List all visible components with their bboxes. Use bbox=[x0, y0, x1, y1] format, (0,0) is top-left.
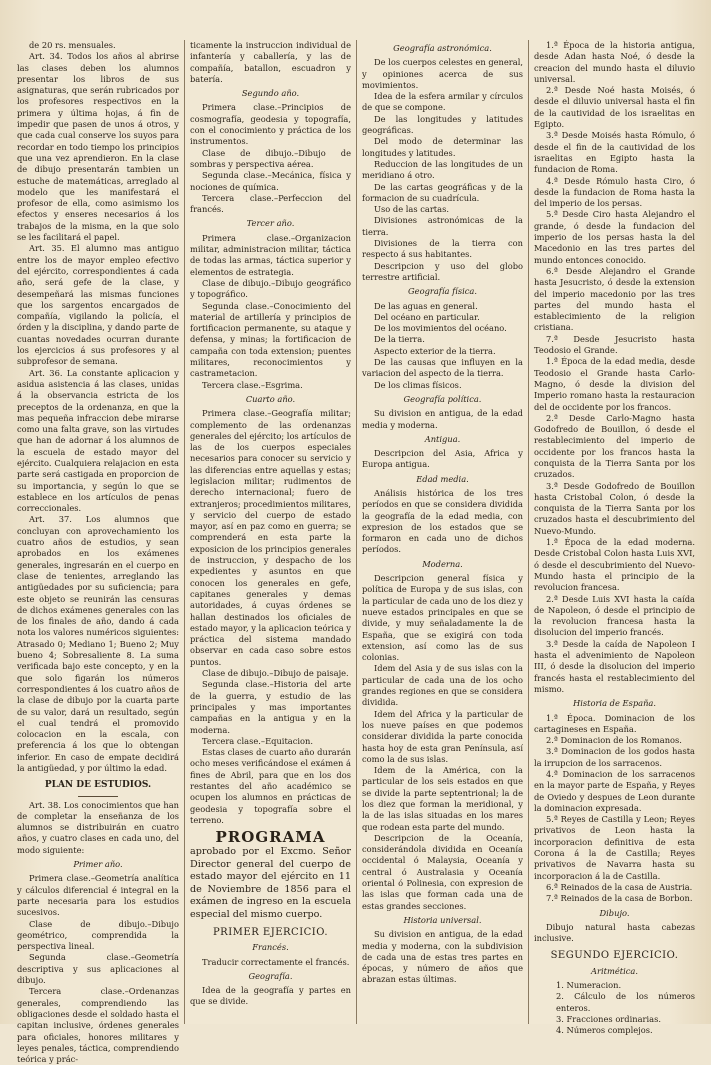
paragraph: Idem del Asia y de sus islas con la particular de cada una de los ocho grandes regiones en que se considera dividida. bbox=[362, 663, 523, 708]
paragraph: Primera clase.–Geografía militar; complemento de las ordenanzas generales del ejército; los artículos de las de los cuerpos especiales necesarios para conocer su servicio y las diferencias entre aquellas y estas; legislacion militar; rudimentos de derecho internacional; fuero de extranjeros; procedimientos militares, y servicio del cuerpo de estado mayor, así en paz como en guerra; se comprenderá en esta parte la exposicion de los principios generales de instruccion, y despacho de los expedientes y asuntos en que conocen los generales en gefe, capitanes generales y demas autoridades, á cuyas órdenes se hallan destinados los oficiales de estado mayor, y la aplicacion teórica y práctica del sistema mandado observar en cada caso sobre estos puntos. bbox=[190, 408, 351, 667]
paragraph: Descripcion y uso del globo terrestre artificial. bbox=[362, 260, 523, 282]
paragraph: Art. 37. Los alumnos que concluyan con aprovechamiento los cuatro años de estudios, y sean aprobados en los exámenes generales, ingresarán en el cuerpo en clase de tenientes, arreglando las antigüedades por su suficiencia; para este objeto se reunirán las censuras de dichos exámenes generales con las de los finales de año, dando á cada nota los valores numéricos siguientes: Atrasado 0; Mediano 1; Bueno 2; Muy bueno 4; Sobresaliente 8. La suma verificada bajo este concepto, y en la que solo figarán los números correspondientes á los cuatro años de la clase de dibujo por la cuarta parte de su valor, dará un resultado, según el cual tendrá el promovido colocacion en la escala, con preferencia á los que lo obtengan inferior. En caso de empate decidirá la antigüedad, y por último la edad. bbox=[17, 514, 179, 773]
paragraph: De las aguas en general. bbox=[374, 300, 478, 311]
section-heading: Antigua. bbox=[424, 433, 461, 444]
paragraph: 3.ª Desde la caída de Napoleon I hasta el advenimiento de Napoleon III, ó desde la disolucion del imperio francés hasta el restablecimiento del mismo. bbox=[534, 638, 695, 694]
numbered-item: 1. Numeracion. bbox=[556, 980, 622, 991]
paragraph: Primera clase.–Principios de cosmografía, geodesia y topografía, con el conocimiento y práctica de los instrumentos. bbox=[190, 102, 351, 147]
paragraph: 5.ª Desde Ciro hasta Alejandro el grande, ó desde la fundacion del imperio de los persas hasta la del Macedonio en las tres partes del mundo entonces conocido. bbox=[534, 209, 695, 265]
paragraph: Divisiones de la tierra con respecto á sus habitantes. bbox=[362, 238, 523, 260]
section-heading: Historia de España. bbox=[572, 698, 657, 709]
paragraph: Traducir correctamente el francés. bbox=[202, 956, 350, 967]
paragraph: 1.ª Época de la edad media, desde Teodosio el Grande hasta Carlo-Magno, ó desde la division del Imperio romano hasta la restauracion del de occidente por los francos. bbox=[534, 356, 695, 412]
paragraph: De las cartas geográficas y de la formacion de su cuadrícula. bbox=[362, 181, 523, 203]
section-heading: Segundo año. bbox=[241, 88, 300, 99]
paragraph: Segunda clase.–Geometría descriptiva y sus aplicaciones al dibujo. bbox=[17, 952, 179, 986]
paragraph: 2.ª Desde Noé hasta Moisés, ó desde el diluvio universal hasta el fin de la cautividad de los israelitas en Egipto. bbox=[534, 85, 695, 130]
paragraph: 3.ª Dominacion de los godos hasta la irrupcion de los sarracenos. bbox=[534, 746, 695, 768]
section-heading: Edad media. bbox=[416, 473, 469, 484]
divider bbox=[78, 796, 118, 797]
paragraph: Del océano en particular. bbox=[374, 311, 480, 322]
section-heading: Historia universal. bbox=[403, 914, 482, 925]
paragraph: De las causas que influyen en la variacion del aspecto de la tierra. bbox=[362, 357, 523, 379]
paragraph: 1.ª Época de la historia antigua, desde Adan hasta Noé, ó desde la creacion del mundo hasta el diluvio universal. bbox=[534, 40, 695, 84]
paragraph: 6.ª Reinados de la casa de Austria. bbox=[546, 881, 693, 892]
programa-subtitle: aprobado por el Excmo. Señor Director general del cuerpo de estado mayor del ejército en 11 de Noviembre de 1856 para el exámen de ingreso en la escuela especial del mismo cuerpo. bbox=[190, 846, 351, 920]
section-heading: Cuarto año. bbox=[245, 393, 296, 404]
paragraph: de 20 rs. mensuales. bbox=[29, 40, 116, 50]
paragraph: De los movimientos del océano. bbox=[374, 323, 507, 334]
section-title: PLAN DE ESTUDIOS. bbox=[44, 780, 152, 791]
section-heading: Geografía política. bbox=[403, 393, 482, 404]
section-heading: Aritmética. bbox=[591, 965, 638, 976]
paragraph: 3.ª Desde Moisés hasta Rómulo, ó desde el fin de la cautividad de los israelitas en Egipto hasta la fundacion de Roma. bbox=[534, 130, 695, 175]
paragraph: Del modo de determinar las longitudes y latitudes. bbox=[362, 136, 523, 158]
paragraph: ticamente la instruccion individual de infantería y caballería, y las de compañía, batallon, escuadron y batería. bbox=[190, 40, 351, 84]
exercise-heading: SEGUNDO EJERCICIO. bbox=[550, 950, 679, 962]
paragraph: 1.ª Época de la edad moderna. Desde Cristobal Colon hasta Luis XVI, ó desde el descubrimiento del Nuevo-Mundo hasta el principio de la revolucion francesa. bbox=[534, 537, 695, 593]
exercise-heading: PRIMER EJERCICIO. bbox=[212, 926, 329, 938]
paragraph: 3.ª Desde Godofredo de Bouillon hasta Cristobal Colon, ó desde la conquista de la Tierra Santa por los cruzados hasta el descubrimiento del Nuevo-Mundo. bbox=[534, 480, 695, 536]
section-heading: Francés. bbox=[252, 942, 289, 953]
paragraph: Tercera clase.–Esgrima. bbox=[202, 379, 303, 390]
paragraph: Su division en antigua, de la edad media y moderna. bbox=[362, 408, 523, 430]
column-3 bbox=[356, 40, 528, 1024]
paragraph: Art. 34. Todos los años al abrirse las clases deben los alumnos presentar los libros de sus asignaturas, que serán rubricados por los profesores respectivos en la primera y última hojas, á fin de impedir que pasen de unos á otros, y que cada cual conserve los suyos para recordar en todo tiempo los principios que una vez aprendieron. En la clase de dibujo presentarán tambien un estuche de matemáticas, arreglado al modelo que les manifestará el profesor de ella, como asimismo los efectos y enseres necesarios á los trabajos de la misma, en la que solo se les facilitará el papel. bbox=[17, 51, 179, 243]
paragraph: Tercera clase.–Perfeccion del francés. bbox=[190, 192, 351, 215]
paragraph: De las longitudes y latitudes geográficas. bbox=[362, 113, 523, 136]
numbered-item: 4. Números complejos. bbox=[556, 1025, 653, 1036]
paragraph: Clase de dibujo.–Dibujo de sombras y perspectiva aérea. bbox=[190, 147, 351, 169]
paragraph: Clase de dibujo.–Dibujo geográfico y topográfico. bbox=[190, 277, 351, 300]
column-2 bbox=[184, 40, 356, 1024]
paragraph: Art. 35. El alumno mas antiguo entre los de mayor empleo efectivo del ejército, correspondientes á cada año, será gefe de la clase, y desempeñará las mismas funciones que los sargentos encargados de compañía, vigilando la policía, el órden y la disciplina, y dando parte de cuantas novedades ocurran durante los ejercicios á sus profesores y al subprofesor de semana. bbox=[17, 243, 179, 367]
paragraph: 7.ª Reinados de la casa de Borbon. bbox=[546, 893, 693, 904]
paragraph: 4.ª Dominacion de los sarracenos en la mayor parte de España, y Reyes de Oviedo y despues de Leon durante la dominacion expresada. bbox=[534, 769, 695, 813]
section-heading: Tercer año. bbox=[246, 218, 295, 229]
section-heading: Moderna. bbox=[422, 558, 463, 569]
paragraph: 4.ª Desde Rómulo hasta Ciro, ó desde la fundacion de Roma hasta la del imperio de los persas. bbox=[534, 175, 695, 209]
paragraph: Análisis histórica de los tres períodos en que se considera dividida la geografía de la edad media, con expresion de los estados que se formaron en cada uno de dichos períodos. bbox=[362, 487, 523, 555]
numbered-item: 3. Fracciones ordinarias. bbox=[556, 1013, 661, 1024]
section-heading: Geografía. bbox=[248, 970, 293, 981]
paragraph: Clase de dibujo.–Dibujo de paisaje. bbox=[202, 668, 349, 679]
paragraph: Idea de la geografía y partes en que se divide. bbox=[190, 985, 351, 1007]
paragraph: Reduccion de las longitudes de un meridiano á otro. bbox=[362, 158, 523, 181]
column-4 bbox=[528, 40, 700, 1036]
section-heading: Dibujo. bbox=[599, 907, 630, 918]
paragraph: Su division en antigua, de la edad media y moderna, con la subdivision de cada una de estas tres partes en épocas, y número de años que abrazan estas últimas. bbox=[362, 929, 523, 985]
section-heading: Geografía astronómica. bbox=[393, 43, 492, 53]
paragraph: De los climas físicos. bbox=[374, 379, 462, 390]
paragraph: Segunda clase.–Historia del arte de la guerra, y estudio de las principales y mas importantes campañas en la antigua y en la moderna. bbox=[190, 679, 351, 735]
section-heading: Geografía física. bbox=[408, 286, 477, 297]
paragraph: Divisiones astronómicas de la tierra. bbox=[362, 215, 523, 237]
section-heading: Primer año. bbox=[73, 859, 123, 870]
paragraph: De los cuerpos celestes en general, y opiniones acerca de sus movimientos. bbox=[362, 57, 523, 90]
paragraph: Segunda clase.–Mecánica, física y nociones de química. bbox=[190, 170, 351, 192]
paragraph: Idea de la esfera armilar y círculos de que se compone. bbox=[362, 91, 523, 113]
paragraph: Primera clase.–Geometría analítica y cálculos diferencial é integral en la parte necesaria para los estudios sucesivos. bbox=[17, 873, 179, 918]
numbered-item: 2. Cálculo de los números enteros. bbox=[556, 991, 695, 1013]
paragraph: Uso de las cartas. bbox=[374, 204, 449, 215]
paragraph: 7.ª Desde Jesucristo hasta Teodosio el Grande. bbox=[534, 333, 695, 356]
paragraph: 2.ª Desde Luis XVI hasta la caída de Napoleon, ó desde el principio de la revolucion francesa hasta la disolucion del imperio francés. bbox=[534, 593, 695, 638]
paragraph: Art. 36. La constante aplicacion y asidua asistencia á las clases, unidas á la observancia estricta de los preceptos de la ordenanza, en que la mas pequeña infraccion debe mirarse como una falta grave, son las virtudes que han de adornar á los alumnos de la escuela de estado mayor del ejército. Cualquiera relajacion en esta parte será castigada en proporcion de su importancia, y según lo que se establece en los artículos de penas correccionales. bbox=[17, 367, 179, 514]
paragraph: Primera clase.–Organizacion militar, administracion militar, táctica de todas las armas, táctica superior y elementos de estrategia. bbox=[190, 232, 351, 277]
paragraph: Tercera clase.–Ordenanzas generales, comprendiendo las obligaciones desde el soldado hasta el capitan inclusive, órdenes generales para oficiales, honores militares y leyes penales, táctica, comprendiendo teórica y prác- bbox=[17, 986, 179, 1065]
programa-title: PROGRAMA bbox=[215, 828, 326, 847]
paragraph: 5.ª Reyes de Castilla y Leon; Reyes privativos de Leon hasta la incorporacion definitiva de esta Corona á la de Castilla; Reyes privativos de Navarra hasta su incorporacion á la de Castilla. bbox=[534, 814, 695, 881]
paragraph: 1.ª Época. Dominacion de los cartagineses en España. bbox=[534, 712, 695, 734]
paragraph: Aspecto exterior de la tierra. bbox=[374, 345, 496, 356]
paragraph: 2.ª Desde Carlo-Magno hasta Godofredo de Bouillon, ó desde el restablecimiento del imperio de occidente por los francos hasta la conquista de la Tierra Santa por los cruzados. bbox=[534, 412, 695, 480]
paragraph: De la tierra. bbox=[374, 334, 425, 345]
paragraph: Descripcion general física y política de Europa y de sus islas, con la particular de cada uno de los diez y nueve estados principales en que se divide, y muy señaladamente la de España, que se exigirá con toda extension, así como las de sus colonias. bbox=[362, 573, 523, 663]
paragraph: 2.ª Dominacion de los Romanos. bbox=[546, 735, 682, 746]
paragraph: Dibujo natural hasta cabezas inclusive. bbox=[534, 921, 695, 944]
paragraph: 6.ª Desde Alejandro el Grande hasta Jesucristo, ó desde la extension del imperio macedonio por las tres partes del mundo hasta el establecimiento de la religion cristiana. bbox=[534, 265, 695, 333]
paragraph: Tercera clase.–Equitacion. bbox=[202, 735, 313, 746]
paragraph: Idem del Africa y la particular de los nueve países en que podemos considerar dividida la parte conocida hasta hoy de esta gran Península, así como la de sus islas. bbox=[362, 708, 523, 764]
paragraph: Estas clases de cuarto año durarán ocho meses verificándose el exámen á fines de Abril, para que en los dos restantes del año académico se ocupen los alumnos en prácticas de geodesia y topografía sobre el terreno. bbox=[190, 747, 351, 825]
paragraph: Art. 38. Los conocimientos que han de completar la enseñanza de los alumnos se distribuirán en cuatro años, y cuatro clases en cada uno, del modo siguiente: bbox=[17, 799, 179, 855]
paragraph: Clase de dibujo.–Dibujo geométrico, comprendida la perspectiva lineal. bbox=[17, 918, 179, 952]
column-1 bbox=[12, 40, 184, 1065]
paragraph: Idem de la América, con la particular de los seis estados en que se divide la parte septentrional; la de los diez que forman la meridional, y la de las islas situadas en los mares que rodean esta parte del mundo. bbox=[362, 765, 523, 832]
paragraph: Segunda clase.–Conocimiento del material de artillería y principios de fortificacion permanente, su ataque y defensa, y minas; la fortificacion de campaña con toda extension; puentes militares, reconocimientos y castrametacion. bbox=[190, 300, 351, 379]
paragraph: Descripcion de la Oceanía, considerándola dividida en Oceanía occidental ó Malaysia, Oceanía y central ó Australasia y Oceanía oriental ó Polinesia, con expresion de las islas que forman cada una de estas grandes secciones. bbox=[362, 832, 523, 911]
paragraph: Descripcion del Asia, Africa y Europa antigua. bbox=[362, 448, 523, 470]
